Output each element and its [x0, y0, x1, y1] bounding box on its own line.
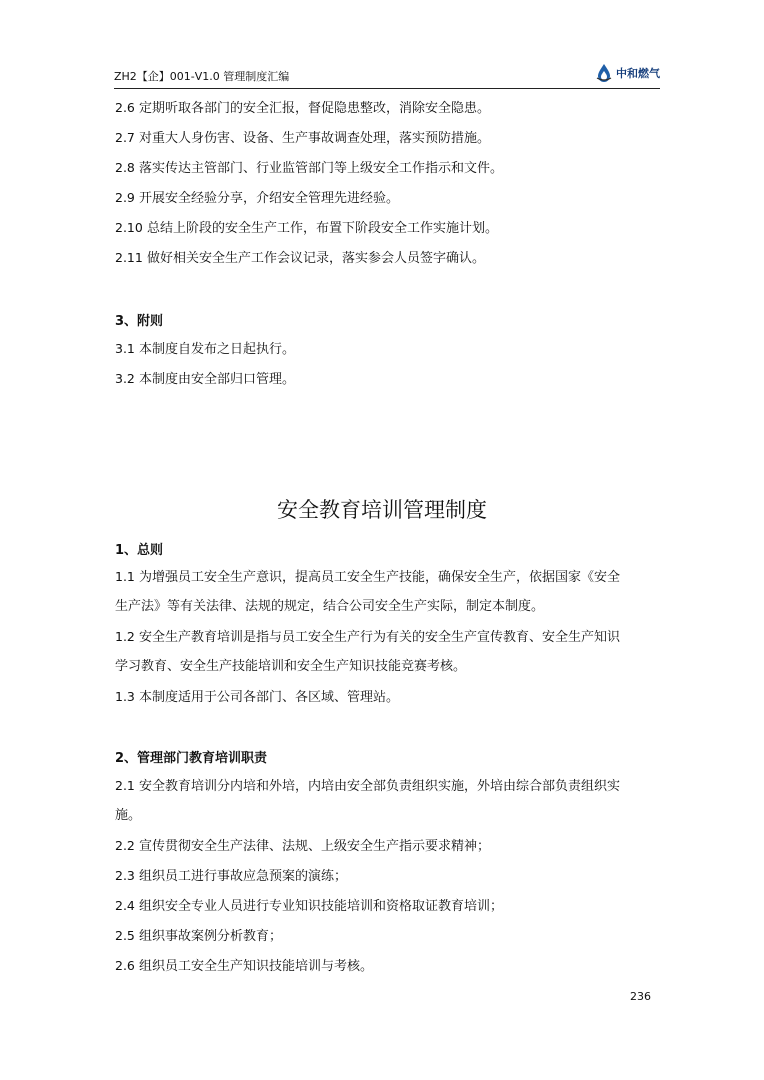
list-item [115, 219, 498, 238]
list-item [115, 189, 399, 208]
item-continuation: 施。 [115, 808, 142, 823]
header-doc-code: ZH2【企】001-V1.0 管理制度汇编 [114, 70, 290, 83]
item-number: 1.3 [115, 689, 135, 704]
item-number: 2.4 [115, 898, 135, 913]
item-continuation: 学习教育、安全生产技能培训和安全生产知识技能竞赛考核。 [115, 659, 467, 674]
item-text: 本制度由安全部归口管理。 [139, 372, 296, 387]
document-title: 安全教育培训管理制度 [277, 498, 487, 522]
list-item [115, 129, 490, 148]
list-item [115, 777, 620, 796]
item-text: 安全生产教育培训是指与员工安全生产行为有关的安全生产宣传教育、安全生产知识 [139, 630, 621, 645]
item-text: 组织员工进行事故应急预案的演练； [139, 869, 348, 884]
item-text: 宣传贯彻安全生产法律、法规、上级安全生产指示要求精神； [139, 839, 491, 854]
item-text: 本制度适用于公司各部门、各区域、管理站。 [139, 690, 400, 705]
section-heading-duties: 2、管理部门教育培训职责 [115, 751, 268, 766]
list-item [115, 99, 490, 118]
item-text: 做好相关安全生产工作会议记录，落实参会人员签字确认。 [146, 251, 485, 266]
list-item [115, 688, 399, 707]
item-number: 2.11 [115, 250, 143, 265]
item-number: 3.1 [115, 341, 135, 356]
list-item [115, 957, 373, 976]
item-continuation: 生产法》等有关法律、法规的规定，结合公司安全生产实际，制定本制度。 [115, 599, 545, 614]
item-number: 3.2 [115, 371, 135, 386]
item-text: 安全教育培训分内培和外培，内培由安全部负责组织实施，外培由综合部负责组织实 [139, 779, 621, 794]
item-text: 总结上阶段的安全生产工作，布置下阶段安全工作实施计划。 [146, 221, 498, 236]
section-heading-general: 1、总则 [115, 543, 164, 558]
logo-text: 中和燃气 [616, 67, 660, 80]
list-item [115, 340, 295, 359]
item-text: 开展安全经验分享，介绍安全管理先进经验。 [139, 191, 400, 206]
list-item [115, 927, 282, 946]
page-number: 236 [630, 990, 651, 1003]
list-item [115, 837, 490, 856]
flame-drop-icon [594, 63, 614, 83]
item-number: 1.1 [115, 569, 135, 584]
item-text: 本制度自发布之日起执行。 [139, 342, 296, 357]
item-number: 2.3 [115, 868, 135, 883]
item-number: 2.6 [115, 958, 135, 973]
list-item [115, 159, 503, 178]
item-text: 定期听取各部门的安全汇报，督促隐患整改，消除安全隐患。 [139, 101, 491, 116]
section-heading-appendix: 3、附则 [115, 314, 164, 329]
list-item [115, 249, 485, 268]
item-number: 2.7 [115, 130, 135, 145]
list-item [115, 628, 620, 647]
item-text: 为增强员工安全生产意识，提高员工安全生产技能，确保安全生产，依据国家《安全 [139, 570, 621, 585]
item-number: 2.8 [115, 160, 135, 175]
item-number: 2.6 [115, 100, 135, 115]
item-text: 落实传达主管部门、行业监管部门等上级安全工作指示和文件。 [139, 161, 504, 176]
item-number: 2.5 [115, 928, 135, 943]
company-logo [594, 62, 660, 84]
page-header [114, 62, 660, 89]
item-number: 2.2 [115, 838, 135, 853]
list-item [115, 867, 347, 886]
item-number: 1.2 [115, 629, 135, 644]
item-text: 组织事故案例分析教育； [139, 929, 283, 944]
list-item [115, 370, 295, 389]
item-text: 对重大人身伤害、设备、生产事故调查处理，落实预防措施。 [139, 131, 491, 146]
list-item [115, 568, 620, 587]
list-item [115, 897, 503, 916]
item-text: 组织安全专业人员进行专业知识技能培训和资格取证教育培训； [139, 899, 504, 914]
item-text: 组织员工安全生产知识技能培训与考核。 [139, 959, 374, 974]
item-number: 2.9 [115, 190, 135, 205]
item-number: 2.10 [115, 220, 143, 235]
item-number: 2.1 [115, 778, 135, 793]
